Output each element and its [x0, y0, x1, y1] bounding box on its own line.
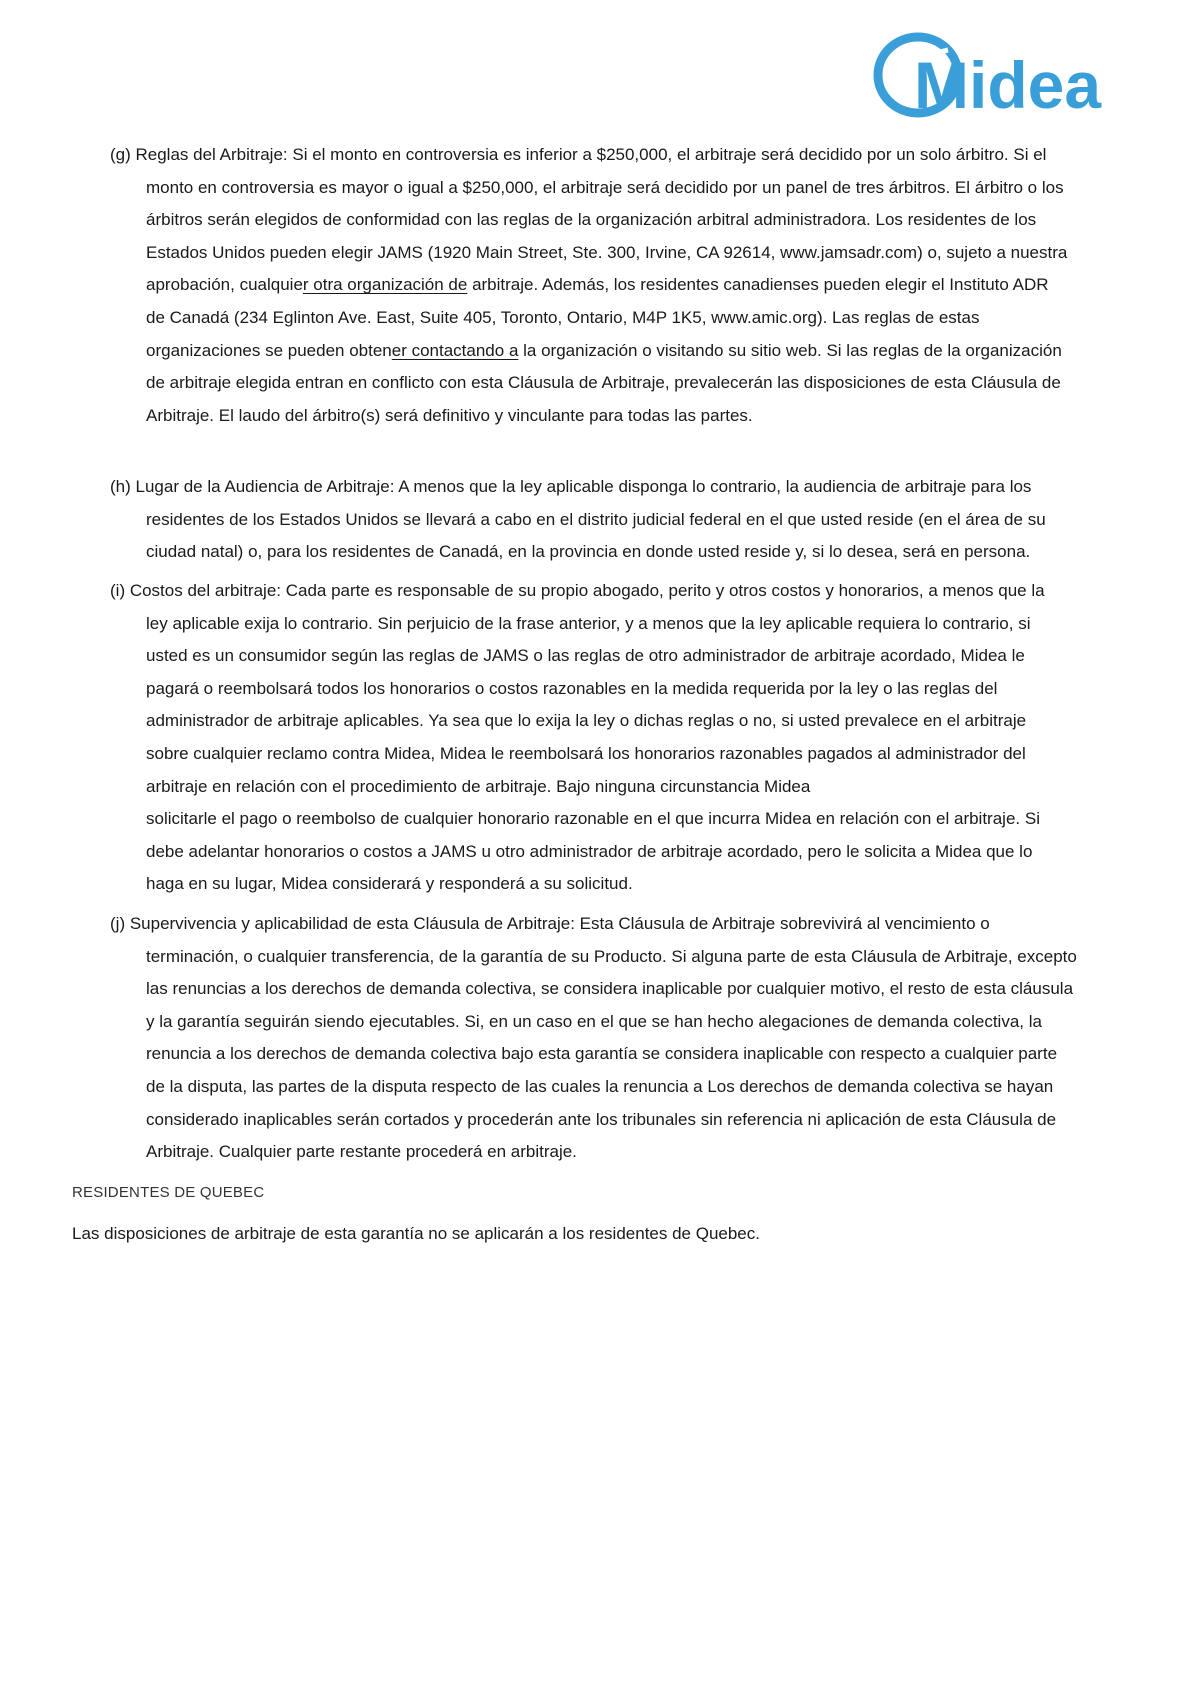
line-text: la organización o visitando su sitio web. Si las reglas de la organización	[518, 340, 1062, 360]
clause-line: de arbitraje elegida entran en conflicto con esta Cláusula de Arbitraje, prevalecerán las disposiciones de esta Cláusula de	[146, 373, 1061, 393]
clause-line: las renuncias a los derechos de demanda colectiva, se considera inaplicable por cualquier motivo, el resto de esta cláusula	[146, 979, 1074, 999]
clause-line: residentes de los Estados Unidos se llevará a cabo en el distrito judicial federal en el que usted reside (en el área de su	[146, 509, 1046, 529]
clause-line: terminación, o cualquier transferencia, de la garantía de su Producto. Si alguna parte de esta Cláusula de Arbitraje, excepto	[146, 946, 1077, 966]
clause-j	[110, 908, 1130, 1169]
clause-line: renuncia a los derechos de demanda colectiva bajo esta garantía se considera inaplicable con respecto a cualquier parte	[146, 1044, 1058, 1064]
clause-line	[110, 335, 1130, 368]
clause-line: arbitraje en relación con el procedimiento de arbitraje. Bajo ninguna circunstancia Midea	[146, 776, 811, 796]
clause-i	[110, 575, 1130, 901]
clause-line: Arbitraje. El laudo del árbitro(s) será definitivo y vinculante para todas las partes.	[146, 405, 753, 425]
clause-line	[110, 269, 1130, 302]
clause-line: de Canadá (234 Eglinton Ave. East, Suite 405, Toronto, Ontario, M4P 1K5, www.amic.org). Las reglas de estas	[146, 307, 980, 327]
quebec-heading: RESIDENTES DE QUEBEC	[72, 1184, 265, 1201]
clause-line: (i) Costos del arbitraje: Cada parte es responsable de su propio abogado, perito y otros costos y honorarios, a menos que la	[110, 581, 1045, 600]
clause-line: solicitarle el pago o reembolso de cualquier honorario razonable en el que incurra Midea en relación con el arbitraje. Si	[146, 809, 1040, 829]
logo-wordmark: Midea	[914, 48, 1102, 122]
midea-logo	[870, 30, 1120, 125]
clause-line: Arbitraje. Cualquier parte restante procederá en arbitraje.	[146, 1142, 577, 1162]
clause-line: árbitros serán elegidos de conformidad con las reglas de la organización arbitral administradora. Los residentes de los	[146, 210, 1037, 230]
clause-line: monto en controversia es mayor o igual a $250,000, el arbitraje será decidido por un panel de tres árbitros. El árbitro o los	[146, 177, 1064, 197]
line-text: arbitraje. Además, los residentes canadienses pueden elegir el Instituto ADR	[467, 275, 1049, 295]
clause-line: haga en su lugar, Midea considerará y responderá a su solicitud.	[146, 874, 633, 894]
clause-line: (h) Lugar de la Audiencia de Arbitraje: A menos que la ley aplicable disponga lo contrario, la audiencia de arbitraje para los	[110, 477, 1032, 496]
clause-line: usted es un consumidor según las reglas de JAMS o las reglas de otro administrador de arbitraje acordado, Midea le	[146, 646, 1025, 666]
clause-line: (g) Reglas del Arbitraje: Si el monto en controversia es inferior a $250,000, el arbitraje será decidido por un solo árbitro. Si el	[110, 145, 1047, 164]
underlined-text: er contactando a	[391, 340, 519, 360]
clause-line: (j) Supervivencia y aplicabilidad de esta Cláusula de Arbitraje: Esta Cláusula de Arbitraje sobrevivirá al vencimiento o	[110, 914, 990, 933]
midea-logo-graphic	[870, 30, 1120, 125]
clause-line: debe adelantar honorarios o costos a JAMS u otro administrador de arbitraje acordado, pero le solicita a Midea que lo	[146, 841, 1033, 861]
clause-line: y la garantía seguirán siendo ejecutables. Si, en un caso en el que se han hecho alegaciones de demanda colectiva, la	[146, 1011, 1042, 1031]
clause-line: ciudad natal) o, para los residentes de Canadá, en la provincia en donde usted reside y, si lo desea, será en persona.	[146, 542, 1031, 562]
clause-line: ley aplicable exija lo contrario. Sin perjuicio de la frase anterior, y a menos que la ley aplicable requiera lo contrario, si	[146, 613, 1031, 633]
clause-h	[110, 471, 1130, 569]
clause-line: considerado inaplicables serán cortados y procederán ante los tribunales sin referencia ni aplicación de esta Cláusula de	[146, 1109, 1057, 1129]
clause-line: Estados Unidos pueden elegir JAMS (1920 Main Street, Ste. 300, Irvine, CA 92614, www.jamsadr.com) o, sujeto a nuestra	[146, 242, 1068, 262]
underlined-text: r otra organización de	[302, 275, 468, 295]
clause-line: sobre cualquier reclamo contra Midea, Midea le reembolsará los honorarios razonables pagados al administrador del	[146, 743, 1026, 763]
line-text: organizaciones se pueden obten	[146, 340, 392, 360]
clause-line: administrador de arbitraje aplicables. Ya sea que lo exija la ley o dichas reglas o no, si usted prevalece en el arbitraje	[146, 711, 1027, 731]
clause-line: pagará o reembolsará todos los honorarios o costos razonables en la medida requerida por la ley o las reglas del	[146, 678, 998, 698]
line-text: aprobación, cualquie	[146, 275, 303, 295]
clause-g	[110, 139, 1130, 432]
quebec-body: Las disposiciones de arbitraje de esta garantía no se aplicarán a los residentes de Quebec.	[72, 1224, 760, 1243]
clause-line: de la disputa, las partes de la disputa respecto de las cuales la renuncia a Los derechos de demanda colectiva se hayan	[146, 1076, 1054, 1096]
